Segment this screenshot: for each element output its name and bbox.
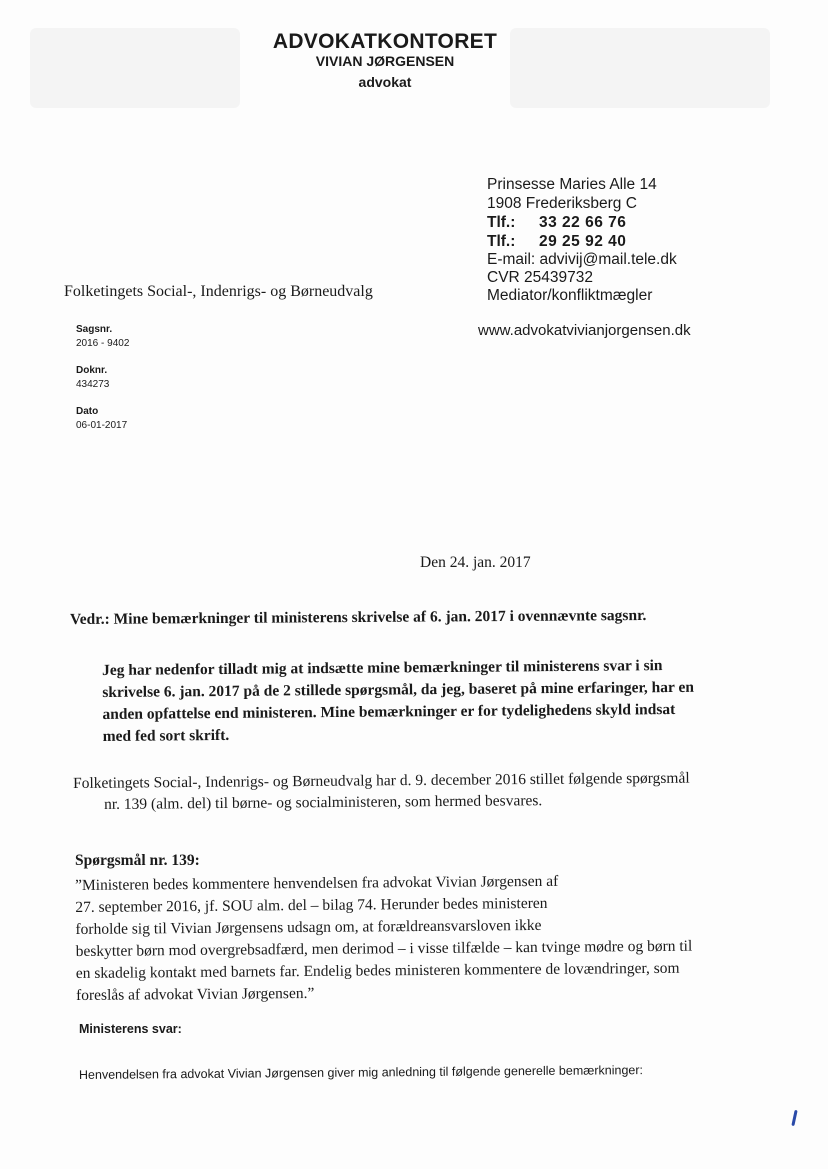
contact-cvr: CVR 25439732 bbox=[487, 269, 593, 286]
question-heading: Spørgsmål nr. 139: bbox=[75, 852, 200, 869]
contact-city: 1908 Frederiksberg C bbox=[487, 195, 637, 212]
dato-label: Dato bbox=[76, 406, 99, 417]
doknr-label: Doknr. bbox=[76, 365, 108, 376]
firm-owner: VIVIAN JØRGENSEN bbox=[315, 53, 455, 69]
contact-role: Mediator/konfliktmægler bbox=[487, 287, 653, 304]
pen-mark bbox=[791, 1110, 797, 1126]
recipient: Folketingets Social-, Indenrigs- og Børneudvalg bbox=[64, 283, 373, 300]
remarks-line: skrivelse 6. jan. 2017 på de 2 stillede spørgsmål, da jeg, baseret på mine erfaringer, har en bbox=[102, 678, 695, 701]
contact-phone-2 bbox=[487, 232, 626, 252]
phone-number: 29 25 92 40 bbox=[539, 233, 627, 250]
question-line: forholde sig til Vivian Jørgensens udsagn om, at forældreansvarsloven ikke bbox=[75, 916, 542, 938]
sagsnr-label: Sagsnr. bbox=[76, 324, 113, 335]
remarks-paragraph bbox=[102, 654, 743, 748]
letter-date: Den 24. jan. 2017 bbox=[420, 554, 531, 571]
question-line: foreslås af advokat Vivian Jørgensen.” bbox=[75, 984, 315, 1004]
phone-label: Tlf.: bbox=[487, 214, 516, 231]
contact-street: Prinsesse Maries Alle 14 bbox=[487, 176, 657, 193]
firm-name: ADVOKATKONTORET bbox=[272, 30, 498, 53]
answer-text: Henvendelsen fra advokat Vivian Jørgensen giver mig anledning til følgende generelle bemærkninger: bbox=[78, 1063, 644, 1082]
intro-line: nr. 139 (alm. del) til børne- og socialministeren, som hermed besvares. bbox=[104, 792, 543, 813]
question-line: ”Ministeren bedes kommentere henvendelsen fra advokat Vivian Jørgensen af bbox=[75, 872, 559, 894]
phone-number: 33 22 66 76 bbox=[539, 214, 627, 231]
intro-line: Folketingets Social-, Indenrigs- og Børneudvalg har d. 9. december 2016 stillet følgende spørgsmål bbox=[73, 769, 690, 792]
phone-label: Tlf.: bbox=[487, 233, 516, 250]
remarks-line: med fed sort skrift. bbox=[102, 726, 230, 745]
dato-value: 06-01-2017 bbox=[76, 420, 128, 431]
question-text bbox=[75, 869, 776, 1007]
remarks-line: anden opfattelse end ministeren. Mine bemærkninger er for tydelighedens skyld indsat bbox=[102, 700, 676, 723]
contact-email: E-mail: advivij@mail.tele.dk bbox=[487, 251, 677, 268]
contact-phone-1 bbox=[487, 213, 626, 233]
question-line: en skadelig kontakt med barnets far. Endelig bedes ministeren kommentere de lovændringer, som bbox=[75, 959, 680, 982]
answer-heading: Ministerens svar: bbox=[79, 1022, 182, 1036]
sagsnr-value: 2016 - 9402 bbox=[76, 338, 130, 349]
question-line: beskytter børn mod overgrebsadfærd, men derimod – i visse tilfælde – kan tvinge mødre og børn til bbox=[75, 937, 693, 960]
firm-title: advokat bbox=[358, 74, 412, 90]
question-line: 27. september 2016, jf. SOU alm. del – bilag 74. Herunder bedes ministeren bbox=[75, 894, 548, 916]
remarks-line: Jeg har nedenfor tilladt mig at indsætte mine bemærkninger til ministerens svar i sin bbox=[102, 657, 663, 679]
website-link[interactable]: www.advokatvivianjorgensen.dk bbox=[478, 322, 691, 339]
subject-line: Vedr.: Mine bemærkninger til ministerens skrivelse af 6. jan. 2017 i ovennævnte sagsnr. bbox=[69, 606, 647, 628]
doknr-value: 434273 bbox=[76, 379, 110, 390]
